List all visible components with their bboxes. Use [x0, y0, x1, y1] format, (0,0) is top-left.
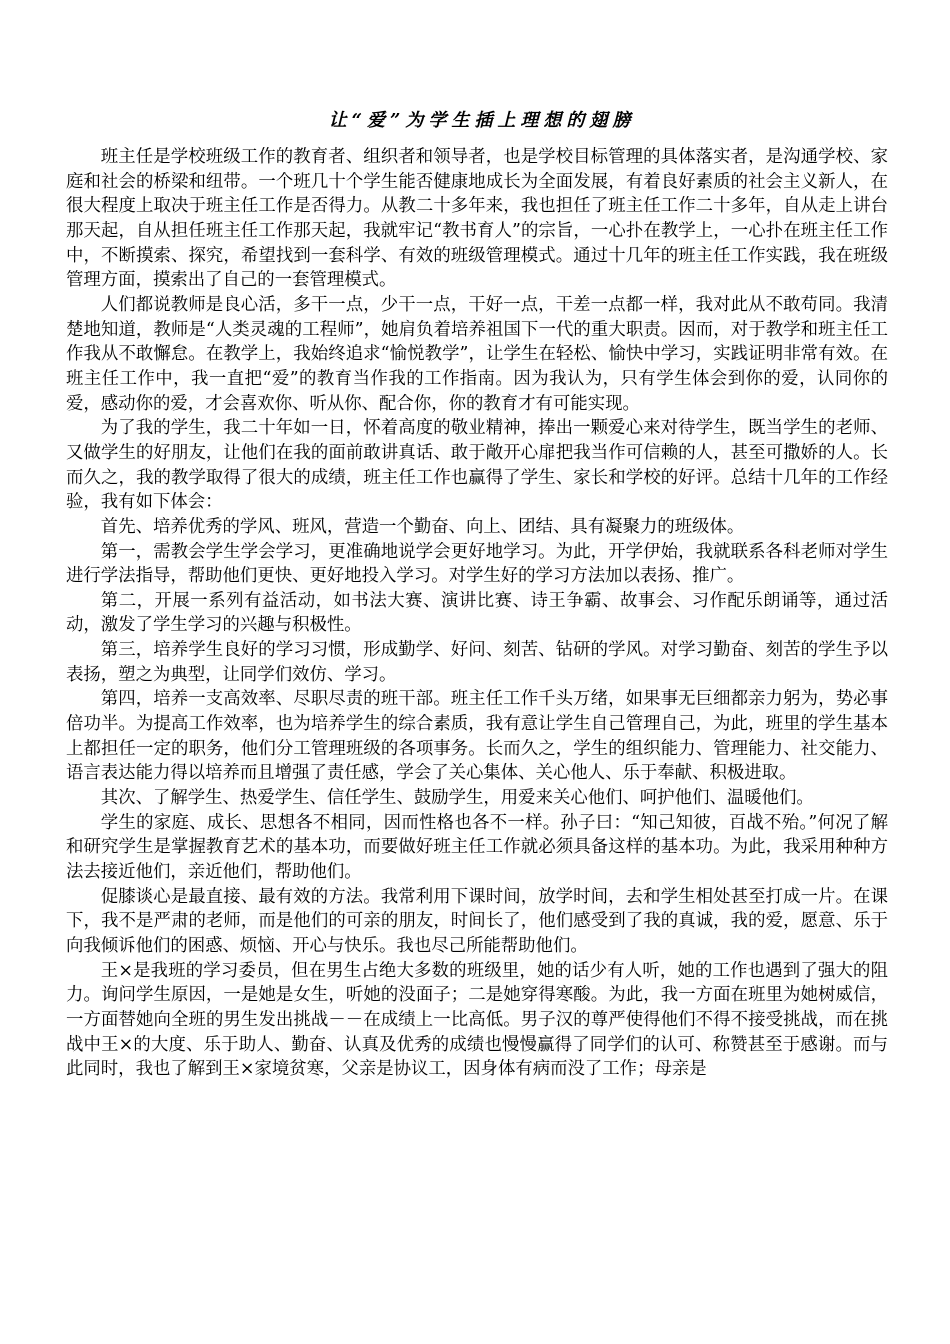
paragraph: 促膝谈心是最直接、最有效的方法。我常利用下课时间，放学时间，去和学生相处甚至打成一片。在课下，我不是严肃的老师，而是他们的可亲的朋友，时间长了，他们感受到了我的真诚，我的爱，愿意、乐于向我倾诉他们的困惑、烦恼、开心与快乐。我也尽己所能帮助他们。	[66, 886, 888, 956]
paragraph: 为了我的学生，我二十年如一日，怀着高度的敬业精神，捧出一颗爱心来对待学生，既当学生的老师、又做学生的好朋友，让他们在我的面前敢讲真话、敢于敞开心扉把我当作可信赖的人，甚至可撒娇的人。长而久之，我的教学取得了很大的成绩，班主任工作也赢得了学生、家长和学校的好评。总结十几年的工作经验，我有如下体会：	[66, 418, 888, 513]
paragraph: 班主任是学校班级工作的教育者、组织者和领导者，也是学校目标管理的具体落实者，是沟通学校、家庭和社会的桥梁和纽带。一个班几十个学生能否健康地成长为全面发展，有着良好素质的社会主义新人，在很大程度上取决于班主任工作是否得力。从教二十多年来，我也担任了班主任工作二十多年，自从走上讲台那天起，自从担任班主任工作那天起，我就牢记“教书育人”的宗旨，一心扑在教学上，一心扑在班主任工作中，不断摸索、探究，希望找到一套科学、有效的班级管理模式。通过十几年的班主任工作实践，我在班级管理方面，摸索出了自己的一套管理模式。	[66, 147, 888, 291]
paragraph: 第二，开展一系列有益活动，如书法大赛、演讲比赛、诗王争霸、故事会、习作配乐朗诵等，通过活动，激发了学生学习的兴趣与积极性。	[66, 590, 888, 636]
paragraph: 学生的家庭、成长、思想各不相同，因而性格也各不一样。孙子曰：“知己知彼，百战不殆。”何况了解和研究学生是掌握教育艺术的基本功，而要做好班主任工作就必须具备这样的基本功。为此，我采用种种方法去接近他们，亲近他们，帮助他们。	[66, 812, 888, 883]
paragraph: 第四，培养一支高效率、尽职尽责的班干部。班主任工作千头万绪，如果事无巨细都亲力躬为，势必事倍功半。为提高工作效率，也为培养学生的综合素质，我有意让学生自己管理自己，为此，班里的学生基本上都担任一定的职务，他们分工管理班级的各项事务。长而久之，学生的组织能力、管理能力、社交能力、语言表达能力得以培养而且增强了责任感，学会了关心集体、关心他人、乐于奉献、积极进取。	[66, 689, 888, 784]
paragraph: 王×是我班的学习委员，但在男生占绝大多数的班级里，她的话少有人听，她的工作也遇到了强大的阻力。询问学生原因，一是她是女生，听她的没面子；二是她穿得寒酸。为此，我一方面在班里为她树威信，一方面替她向全班的男生发出挑战－－在成绩上一比高低。男子汉的尊严使得他们不得不接受挑战，而在挑战中王×的大度、乐于助人、勤奋、认真及优秀的成绩也慢慢赢得了同学们的认可、称赞甚至于感谢。而与此同时，我也了解到王×家境贫寒，父亲是协议工，因身体有病而没了工作；母亲是	[66, 960, 888, 1080]
paragraph: 第三，培养学生良好的学习习惯，形成勤学、好问、刻苦、钻研的学风。对学习勤奋、刻苦的学生予以表扬，塑之为典型，让同学们效仿、学习。	[66, 640, 888, 685]
paragraph: 首先、培养优秀的学风、班风，营造一个勤奋、向上、团结、具有凝聚力的班级体。	[100, 516, 745, 537]
paragraph: 人们都说教师是良心活，多干一点，少干一点，干好一点，干差一点都一样，我对此从不敢苟同。我清楚地知道，教师是“人类灵魂的工程师”，她肩负着培养祖国下一代的重大职责。因而，对于教学和班主任工作我从不敢懈怠。在教学上，我始终追求“愉悦教学”，让学生在轻松、愉快中学习，实践证明非常有效。在班主任工作中，我一直把“爱”的教育当作我的工作指南。因为我认为，只有学生体会到你的爱，认同你的爱，感动你的爱，才会喜欢你、听从你、配合你，你的教育才有可能实现。	[66, 294, 888, 414]
document-page	[66, 108, 888, 1082]
document-title: 让“爱”为学生插上理想的翅膀	[328, 110, 636, 131]
paragraph: 其次、了解学生、热爱学生、信任学生、鼓励学生，用爱来关心他们、呵护他们、温暖他们。	[100, 788, 814, 809]
document-body	[66, 145, 888, 1082]
paragraph: 第一，需教会学生学会学习，更准确地说学会更好地学习。为此，开学伊始，我就联系各科老师对学生进行学法指导，帮助他们更快、更好地投入学习。对学生好的学习方法加以表扬、推广。	[66, 541, 888, 587]
